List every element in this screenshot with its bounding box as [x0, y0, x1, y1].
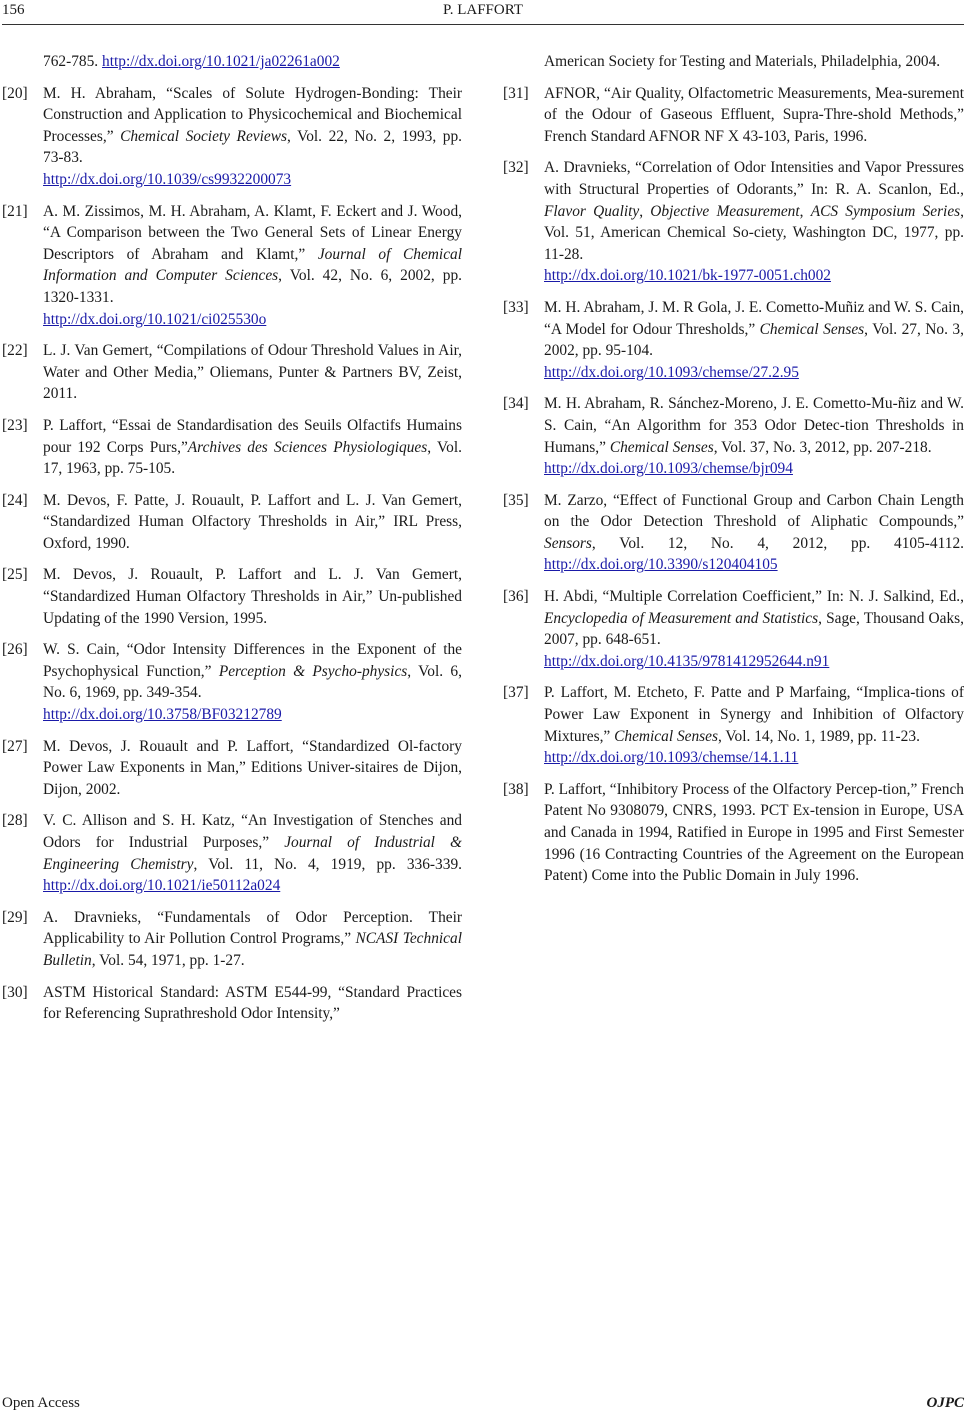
page-header	[0, 0, 966, 22]
reference-text	[43, 736, 462, 801]
reference-text-segment: , Vol. 42, No. 6, 2002, pp. 1320-1331.	[43, 267, 462, 306]
reference-text-segment: H. Abdi, “Multiple Correlation Coefficient,” In: N. J. Salkind, Ed.,	[544, 588, 964, 606]
doi-link[interactable]: http://dx.doi.org/10.1093/chemse/bjr094	[544, 460, 793, 478]
reference-number: [38]	[503, 780, 529, 798]
reference-entry	[503, 682, 964, 768]
reference-text	[544, 490, 964, 576]
reference-text-segment: M. Zarzo, “Effect of Functional Group and Carbon Chain Length on the Odor Detection Threshold of Aliphatic Compounds,”	[544, 491, 964, 531]
reference-text-segment: , Vol. 54, 1971, pp. 1-27.	[91, 951, 245, 969]
reference-source-title: Archives des Sciences Physiologiques	[187, 438, 428, 456]
reference-text-segment: A. Dravnieks, “Fundamentals of Odor Perception. Their Applicability to Air Pollution Control Programs,”	[43, 908, 462, 948]
reference-source-title: Journal of Chemical Information and Computer Sciences	[43, 245, 462, 285]
reference-text	[544, 393, 964, 479]
reference-text-segment: M. H. Abraham, J. M. R Gola, J. E. Cometto-Muñiz and W. S. Cain, “A Model for Odour Thresholds,”	[544, 298, 964, 338]
reference-text-segment: P. Laffort, M. Etcheto, F. Patte and P Marfaing, “Implica-tions of Power Law Exponent in Synergy and Inhibition of Olfactory Mixtures,”	[544, 684, 964, 745]
reference-text-segment: , Vol. 6, No. 6, 1969, pp. 349-354.	[43, 662, 462, 702]
reference-text-segment: W. S. Cain, “Odor Intensity Differences in the Exponent of the Psychophysical Function,”	[43, 641, 462, 680]
doi-link[interactable]: http://dx.doi.org/10.1039/cs9932200073	[43, 170, 292, 188]
reference-source-title: Flavor Quality	[544, 202, 640, 220]
doi-link[interactable]: http://dx.doi.org/10.1093/chemse/27.2.95	[544, 363, 799, 381]
reference-text	[544, 779, 964, 887]
page-number: 156	[2, 2, 25, 18]
doi-link[interactable]: http://dx.doi.org/10.3758/BF03212789	[43, 706, 282, 724]
doi-link[interactable]: http://dx.doi.org/10.4135/9781412952644.n91	[544, 652, 830, 670]
reference-text-segment: , Vol. 27, No. 3, 2002, pp. 95-104.	[544, 320, 964, 360]
reference-text-segment: M. Devos, J. Rouault and P. Laffort, “Standardized Ol-factory Power Law Exponents in Man,” Editions Univer-sitaires de Dijon, Dijon, 2002.	[43, 737, 462, 798]
journal-name: OJPC	[926, 1395, 964, 1411]
doi-link[interactable]: http://dx.doi.org/10.1021/ja02261a002	[102, 53, 340, 70]
reference-number: [21]	[2, 202, 28, 220]
reference-number: [28]	[2, 812, 28, 830]
reference-entry	[2, 907, 462, 972]
reference-text-segment: , Sage, Thousand Oaks, 2007, pp. 648-651.	[544, 609, 964, 649]
reference-text-segment: ASTM Historical Standard: ASTM E544-99, “Standard Practices for Referencing Suprathreshold Odor Intensity,”	[43, 983, 462, 1023]
reference-text-segment: M. H. Abraham, “Scales of Solute Hydrogen-Bonding: Their Construction and Application to Physicochemical and Biochemical Processes,”	[43, 84, 462, 145]
doi-link[interactable]: http://dx.doi.org/10.1021/bk-1977-0051.ch002	[544, 267, 831, 285]
reference-entry	[2, 415, 462, 480]
reference-entry	[503, 157, 964, 287]
reference-text-segment: , Vol. 37, No. 3, 2012, pp. 207-218.	[713, 438, 932, 456]
reference-number: [24]	[2, 491, 28, 509]
reference-source-title: Journal of Industrial & Engineering Chemistry	[43, 834, 463, 873]
reference-number: [27]	[2, 737, 28, 755]
reference-number: [29]	[2, 908, 28, 926]
reference-text	[544, 297, 964, 383]
reference-text-segment: , Vol. 12, No. 4, 2012, pp. 4105-4112.	[591, 534, 964, 552]
reference-entry	[2, 490, 462, 555]
reference-entry	[2, 736, 462, 801]
reference-text-segment: , Vol. 14, No. 1, 1989, pp. 11-23.	[717, 727, 920, 745]
reference-text-segment: AFNOR, “Air Quality, Olfactometric Measurements, Mea-surement of the Odour of Gaseous Effluent, Supra-Thre-shold Methods,” French Standard AFNOR NF X 43-103, Paris, 1996.	[544, 84, 964, 145]
reference-number: [32]	[503, 159, 529, 177]
reference-continuation: American Society for Testing and Materials, Philadelphia, 2004.	[544, 53, 941, 70]
reference-entry	[2, 982, 462, 1025]
reference-text-segment: , Vol. 51, American Chemical So-ciety, Washington DC, 1977, pp. 11-28.	[544, 202, 965, 263]
reference-text-segment: L. J. Van Gemert, “Compilations of Odour Threshold Values in Air, Water and Other Media,” Oliemans, Punter & Partners BV, Zeist, 2011.	[43, 342, 462, 403]
reference-entry	[503, 393, 964, 479]
reference-entry	[2, 340, 462, 405]
reference-entry	[2, 810, 462, 896]
reference-source-title: Objective Measurement	[650, 202, 800, 220]
reference-text-segment: M. Devos, J. Rouault, P. Laffort and L. J. Van Gemert, “Standardized Human Olfactory Thresholds in Air,” Un-published Updating of the 1990 Version, 1995.	[43, 566, 462, 627]
reference-text-segment: A. Dravnieks, “Correlation of Odor Intensities and Vapor Pressures with Structural Properties of Odorants,” In: R. A. Scanlon, Ed.,	[544, 159, 964, 198]
reference-source-title: Chemical Senses	[759, 320, 865, 338]
reference-text-segment: M. H. Abraham, R. Sánchez-Moreno, J. E. Cometto-Mu-ñiz and W. S. Cain, “An Algorithm for 353 Odor Detec-tion Thresholds in Humans,”	[544, 395, 964, 456]
reference-number: [35]	[503, 491, 529, 509]
reference-source-title: NCASI Technical Bulletin	[43, 930, 462, 969]
reference-entry	[503, 297, 964, 383]
running-title: P. LAFFORT	[443, 2, 523, 18]
reference-text-segment: P. Laffort, “Essai de Standardisation des Seuils Olfactifs Humains pour 192 Corps Purs,”	[43, 416, 462, 456]
reference-number: [20]	[2, 84, 28, 102]
reference-text	[544, 83, 964, 148]
reference-text-segment: P. Laffort, “Inhibitory Process of the Olfactory Percep-tion,” French Patent No 9308079, CNRS, 1993. PCT Ex-tension in Europe, USA and Canada in 1994, Ratified in Europe in 1995 and First Semester 1996 (16 Contracting Countries of the Agreement on the European Patent) Come into the Public Domain in July 1996.	[544, 780, 964, 885]
reference-entry	[2, 83, 462, 191]
reference-entry	[503, 83, 964, 148]
reference-text-segment: ,	[799, 202, 811, 220]
reference-text	[43, 83, 462, 191]
reference-entry	[2, 639, 462, 725]
reference-text-segment: , Vol. 22, No. 2, 1993, pp. 73-83.	[43, 127, 462, 167]
reference-number: [23]	[2, 416, 28, 434]
reference-number: [22]	[2, 342, 28, 360]
reference-number: [36]	[503, 588, 529, 606]
open-access-label: Open Access	[2, 1395, 80, 1411]
reference-number: [30]	[2, 983, 28, 1001]
reference-text-segment: V. C. Allison and S. H. Katz, “An Investigation of Stenches and Odors for Industrial Purposes,”	[43, 812, 462, 851]
doi-link[interactable]: http://dx.doi.org/10.1021/ci025530o	[43, 310, 267, 328]
header-rule	[2, 24, 964, 25]
reference-source-title: Chemical Senses	[609, 438, 714, 456]
reference-source-title: ACS Symposium Series	[810, 202, 961, 220]
reference-source-title: Chemical Senses	[614, 727, 718, 745]
reference-text	[43, 982, 462, 1025]
reference-text	[544, 157, 964, 287]
reference-text	[43, 490, 462, 555]
reference-text	[43, 907, 462, 972]
reference-number: [33]	[503, 298, 529, 316]
reference-number: [25]	[2, 566, 28, 584]
reference-entry	[503, 586, 964, 672]
reference-number: [34]	[503, 395, 529, 413]
reference-text-segment: , Vol. 11, No. 4, 1919, pp. 336-339.	[193, 855, 462, 873]
reference-number: [37]	[503, 684, 529, 702]
reference-text	[544, 682, 964, 768]
reference-entry	[2, 201, 462, 331]
reference-text	[43, 201, 462, 331]
reference-entry	[2, 564, 462, 629]
reference-text-segment: M. Devos, F. Patte, J. Rouault, P. Laffort and L. J. Van Gemert, “Standardized Human Olfactory Thresholds in Air,” IRL Press, Oxford, 1990.	[43, 491, 462, 552]
doi-link[interactable]: http://dx.doi.org/10.1021/ie50112a024	[43, 877, 281, 895]
reference-list	[2, 83, 462, 1025]
reference-text	[43, 415, 462, 480]
reference-text-segment: , Vol. 17, 1963, pp. 75-105.	[43, 438, 462, 478]
reference-text	[43, 564, 462, 629]
reference-number: [31]	[503, 84, 529, 102]
reference-continuation: 762-785. http://dx.doi.org/10.1021/ja02261a002	[43, 53, 340, 70]
reference-entry	[503, 779, 964, 887]
reference-list	[503, 83, 964, 887]
reference-text	[544, 586, 964, 672]
reference-source-title: Encyclopedia of Measurement and Statistics	[544, 609, 819, 627]
reference-entry	[503, 490, 964, 576]
page-footer	[0, 1393, 966, 1413]
right-column	[503, 51, 964, 897]
reference-number: [26]	[2, 641, 28, 659]
reference-source-title: Chemical Society Reviews	[120, 127, 287, 145]
left-column	[2, 51, 462, 1035]
doi-link[interactable]: http://dx.doi.org/10.3390/s120404105	[544, 556, 778, 574]
reference-text-segment: A. M. Zissimos, M. H. Abraham, A. Klamt, F. Eckert and J. Wood, “A Comparison between the Two General Sets of Linear Energy Descriptors of Abraham and Klamt,”	[43, 202, 462, 263]
reference-text-segment: ,	[639, 202, 651, 220]
reference-text	[43, 340, 462, 405]
reference-source-title: Perception & Psycho-physics	[218, 662, 408, 680]
reference-text	[43, 810, 462, 896]
reference-text	[43, 639, 462, 725]
reference-source-title: Sensors	[544, 534, 592, 552]
doi-link[interactable]: http://dx.doi.org/10.1093/chemse/14.1.11	[544, 749, 799, 767]
